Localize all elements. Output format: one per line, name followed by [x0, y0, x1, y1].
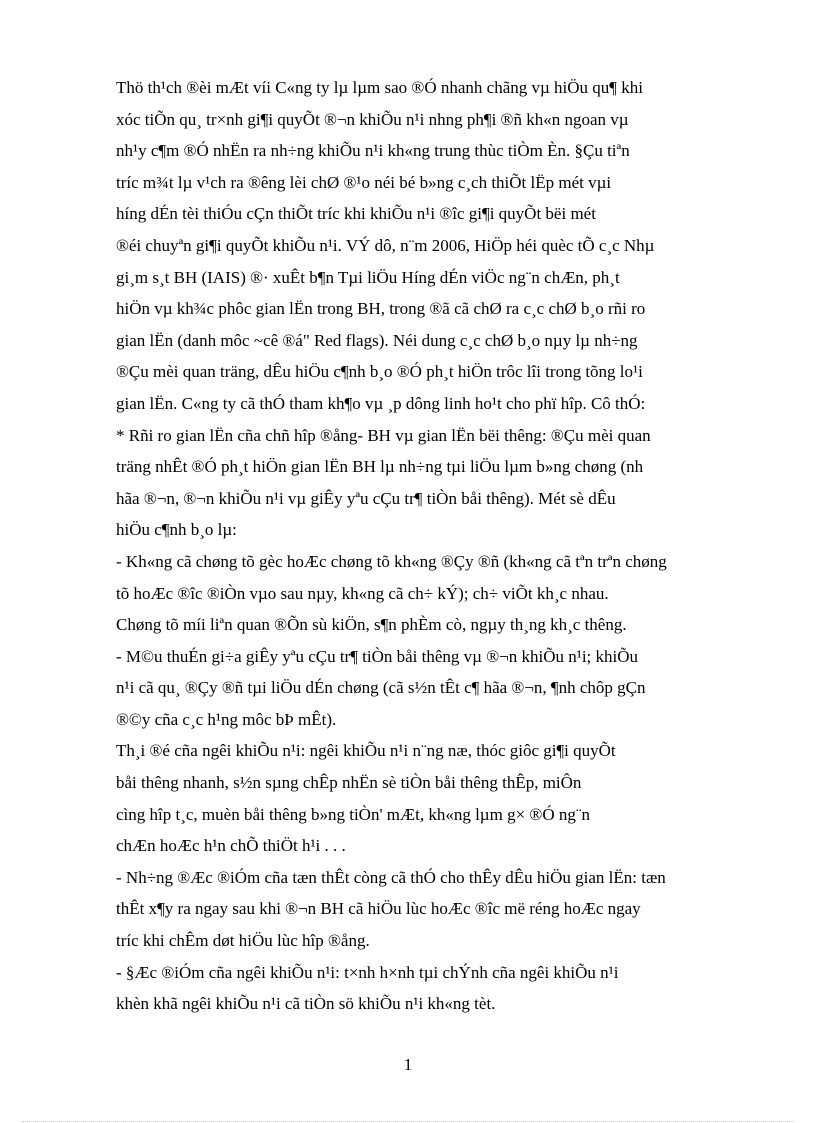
text-line: träng nhÊt ®Ó ph¸t hiÖn gian lËn BH lµ nh÷ng tµi liÖu lµm b»ng chøng (nh: [116, 457, 644, 477]
text-line: ®Çu mèi quan träng, dÊu hiÖu c¶nh b¸o ®Ó ph¸t hiÖn trôc lîi trong tõng lo¹i: [116, 362, 643, 382]
body-text: [116, 72, 746, 1020]
text-line: - M©u thuÉn gi÷a giÊy yªu cÇu tr¶ tiÒn båi thêng vµ ®¬n khiÕu n¹i; khiÕu: [116, 646, 639, 666]
bottom-rule: [22, 1121, 794, 1122]
text-line: chÆn hoÆc h¹n chÕ thiÖt h¹i . . .: [116, 836, 346, 856]
text-line: - Nh÷ng ®Æc ®iÓm cña tæn thÊt còng cã thÓ cho thÊy dÊu hiÖu gian lËn: tæn: [116, 867, 666, 887]
text-line: n¹i cã qu¸ ®Çy ®ñ tµi liÖu dÉn chøng (cã s½n tÊt c¶ hãa ®¬n, ¶nh chôp gÇn: [116, 678, 646, 698]
text-line: tõ hoÆc ®îc ®iÒn vµo sau nµy, kh«ng cã ch÷ kÝ); ch÷ viÕt kh¸c nhau.: [116, 583, 609, 603]
text-line: nh¹y c¶m ®Ó nhËn ra nh÷ng khiÕu n¹i kh«ng trung thùc tiÒm Èn. §Çu tiªn: [116, 141, 630, 161]
text-line: ®éi chuyªn gi¶i quyÕt khiÕu n¹i. VÝ dô, n¨m 2006, HiÖp héi quèc tÕ c¸c Nhµ: [116, 235, 655, 255]
text-line: ®©y cña c¸c h¹ng môc bÞ mÊt).: [116, 709, 337, 729]
text-line: cìng hîp t¸c, muèn båi thêng b»ng tiÒn' mÆt, kh«ng lµm g× ®Ó ng¨n: [116, 804, 591, 824]
text-line: tríc khi chÊm døt hiÖu lùc hîp ®ång.: [116, 931, 370, 951]
text-line: gi¸m s¸t BH (IAIS) ®· xuÊt b¶n Tµi liÖu Híng dÉn viÖc ng¨n chÆn, ph¸t: [116, 267, 620, 287]
text-line: Th¸i ®é cña ngêi khiÕu n¹i: ngêi khiÕu n¹i n¨ng næ, thóc giôc gi¶i quyÕt: [116, 741, 616, 761]
text-line: tríc m¾t lµ v¹ch ra ®êng lèi chØ ®¹o néi bé b»ng c¸ch thiÕt lËp mét vµi: [116, 172, 612, 192]
text-line: båi thêng nhanh, s½n sµng chÊp nhËn sè tiÒn båi thêng thÊp, miÔn: [116, 773, 582, 793]
text-line: hãa ®¬n, ®¬n khiÕu n¹i vµ giÊy yªu cÇu tr¶ tiÒn båi thêng). Mét sè dÊu: [116, 488, 616, 508]
text-line: gian lËn (danh môc ~cê ®á" Red flags). Néi dung c¸c chØ b¸o nµy lµ nh÷ng: [116, 330, 638, 350]
text-line: khèn khã ngêi khiÕu n¹i cã tiÒn sö khiÕu n¹i kh«ng tèt.: [116, 994, 496, 1014]
text-line: hiÖn vµ kh¾c phôc gian lËn trong BH, trong ®ã cã chØ ra c¸c chØ b¸o rñi ro: [116, 299, 646, 319]
text-line: Chøng tõ míi liªn quan ®Õn sù kiÖn, s¶n phÈm cò, ngµy th¸ng kh¸c thêng.: [116, 615, 627, 635]
text-line: hiÖu c¶nh b¸o lµ:: [116, 520, 237, 540]
text-line: - §Æc ®iÓm cña ngêi khiÕu n¹i: t×nh h×nh tµi chÝnh cña ngêi khiÕu n¹i: [116, 962, 619, 982]
text-line: - Kh«ng cã chøng tõ gèc hoÆc chøng tõ kh«ng ®Çy ®ñ (kh«ng cã tªn trªn chøng: [116, 551, 667, 571]
text-line: Thö th¹ch ®èi mÆt víi C«ng ty lµ lµm sao ®Ó nhanh chãng vµ hiÖu qu¶ khi: [116, 78, 643, 97]
text-line: híng dÉn tèi thiÓu cÇn thiÕt tríc khi khiÕu n¹i ®îc gi¶i quyÕt bëi mét: [116, 204, 596, 224]
text-line: thÊt x¶y ra ngay sau khi ®¬n BH cã hiÖu lùc hoÆc ®îc më réng hoÆc ngay: [116, 899, 641, 919]
text-line: xóc tiÕn qu¸ tr×nh gi¶i quyÕt ®¬n khiÕu n¹i nhng ph¶i ®ñ kh«n ngoan vµ: [116, 109, 629, 129]
page-number: 1: [403, 1055, 413, 1074]
text-line: gian lËn. C«ng ty cã thÓ tham kh¶o vµ ¸p dông linh ho¹t cho phï hîp. Cô thÓ:: [116, 393, 646, 413]
text-line: * Rñi ro gian lËn cña chñ hîp ®ång- BH vµ gian lËn bëi thêng: ®Çu mèi quan: [116, 425, 651, 445]
